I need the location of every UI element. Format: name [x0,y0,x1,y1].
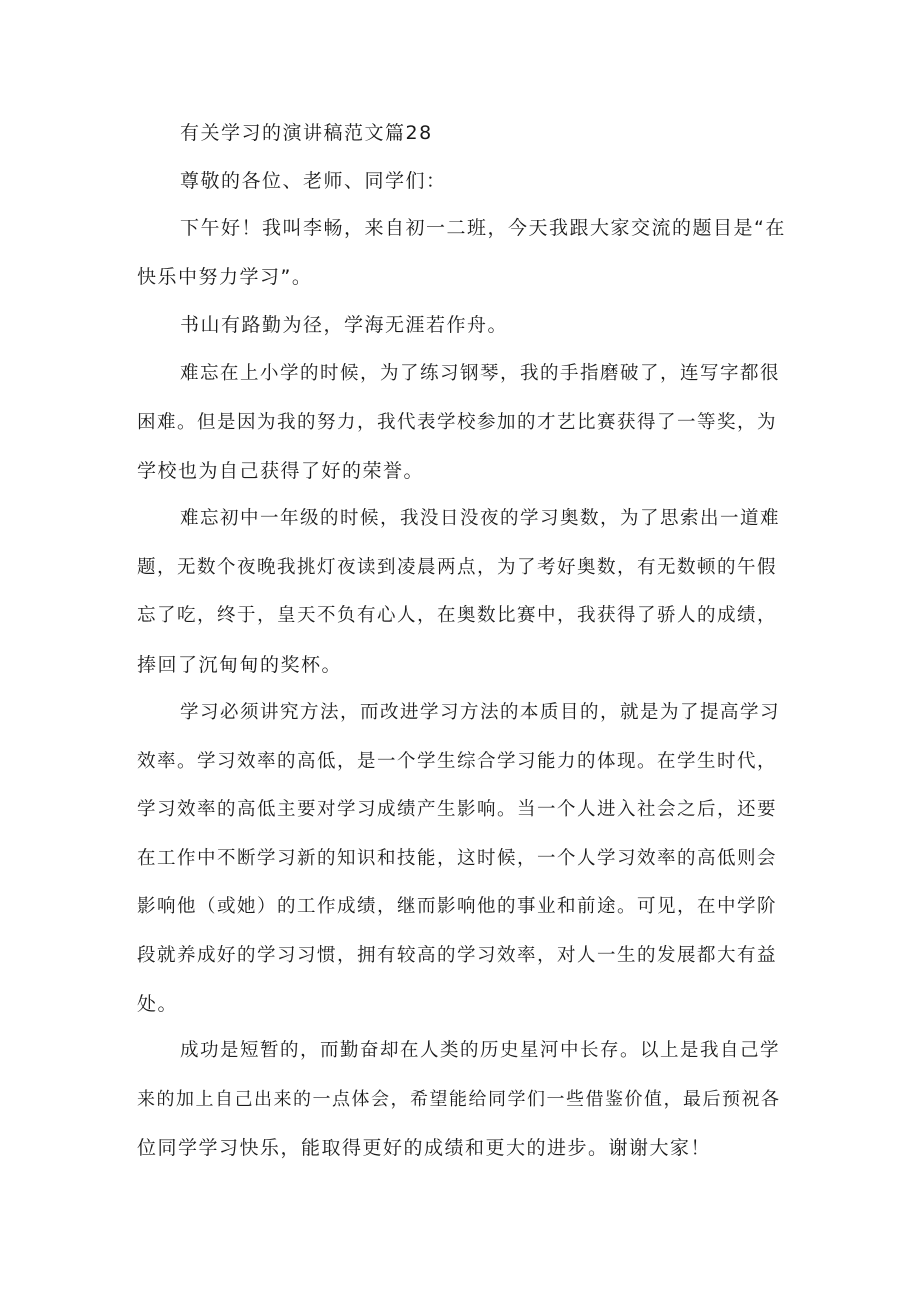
paragraph-line: 在工作中不断学习新的知识和技能，这时候，一个人学习效率的高低则会 [137,847,778,869]
paragraph-line: 段就养成好的学习习惯，拥有较高的学习效率，对人一生的发展都大有益 [137,944,778,966]
paragraph-proverb [137,301,787,350]
paragraph-olympiad [137,495,787,689]
paragraph-line: 困难。但是因为我的努力，我代表学校参加的才艺比赛获得了一等奖，为 [137,411,778,433]
document-title [137,109,787,158]
paragraph-line: 学校也为自己获得了好的荣誉。 [137,460,425,482]
paragraph-line: 来的加上自己出来的一点体会，希望能给同学们一些借鉴价值，最后预祝各 [137,1088,781,1110]
paragraph-line: 学习必须讲究方法，而改进学习方法的本质目的，就是为了提高学习 [180,702,781,723]
paragraph-line: 下午好！我叫李畅，来自初一二班，今天我跟大家交流的题目是“在 [180,217,786,239]
paragraph-line: 书山有路勤为径，学海无涯若作舟。 [180,314,509,336]
paragraph-method [137,689,787,1029]
paragraph-line: 捧回了沉甸甸的奖杯。 [137,653,343,676]
paragraph-greeting [137,204,787,301]
paragraph-line: 位同学学习快乐，能取得更好的成绩和更大的进步。谢谢大家！ [137,1137,712,1159]
paragraph-line: 快乐中努力学习”。 [137,265,313,288]
paragraph-line: 影响他（或她）的工作成绩，继而影响他的事业和前途。可见，在中学阶 [137,896,778,917]
title-line: 有关学习的演讲稿范文篇28 [180,122,433,144]
paragraph-line: 忘了吃，终于，皇天不负有心人，在奥数比赛中，我获得了骄人的成绩， [137,605,778,626]
paragraph-piano [137,350,787,496]
paragraph-line: 成功是短暂的，而勤奋却在人类的历史星河中长存。以上是我自己学 [180,1040,781,1061]
paragraph-line: 效率。学习效率的高低，是一个学生综合学习能力的体现。在学生时代， [137,750,778,772]
paragraph-line: 难忘初中一年级的时候，我没日没夜的学习奥数，为了思索出一道难 [180,508,781,529]
paragraph-line: 学习效率的高低主要对学习成绩产生影响。当一个人进入社会之后，还要 [137,799,778,820]
salutation [137,157,787,206]
salutation-line: 尊敬的各位、老师、同学们： [180,170,447,192]
paragraph-line: 题，无数个夜晚我挑灯夜读到凌晨两点，为了考好奥数，有无数顿的午假 [137,556,778,578]
paragraph-conclusion [137,1027,787,1173]
paragraph-line: 难忘在上小学的时候，为了练习钢琴，我的手指磨破了，连写字都很 [180,363,781,384]
paragraph-line: 处。 [137,993,179,1015]
